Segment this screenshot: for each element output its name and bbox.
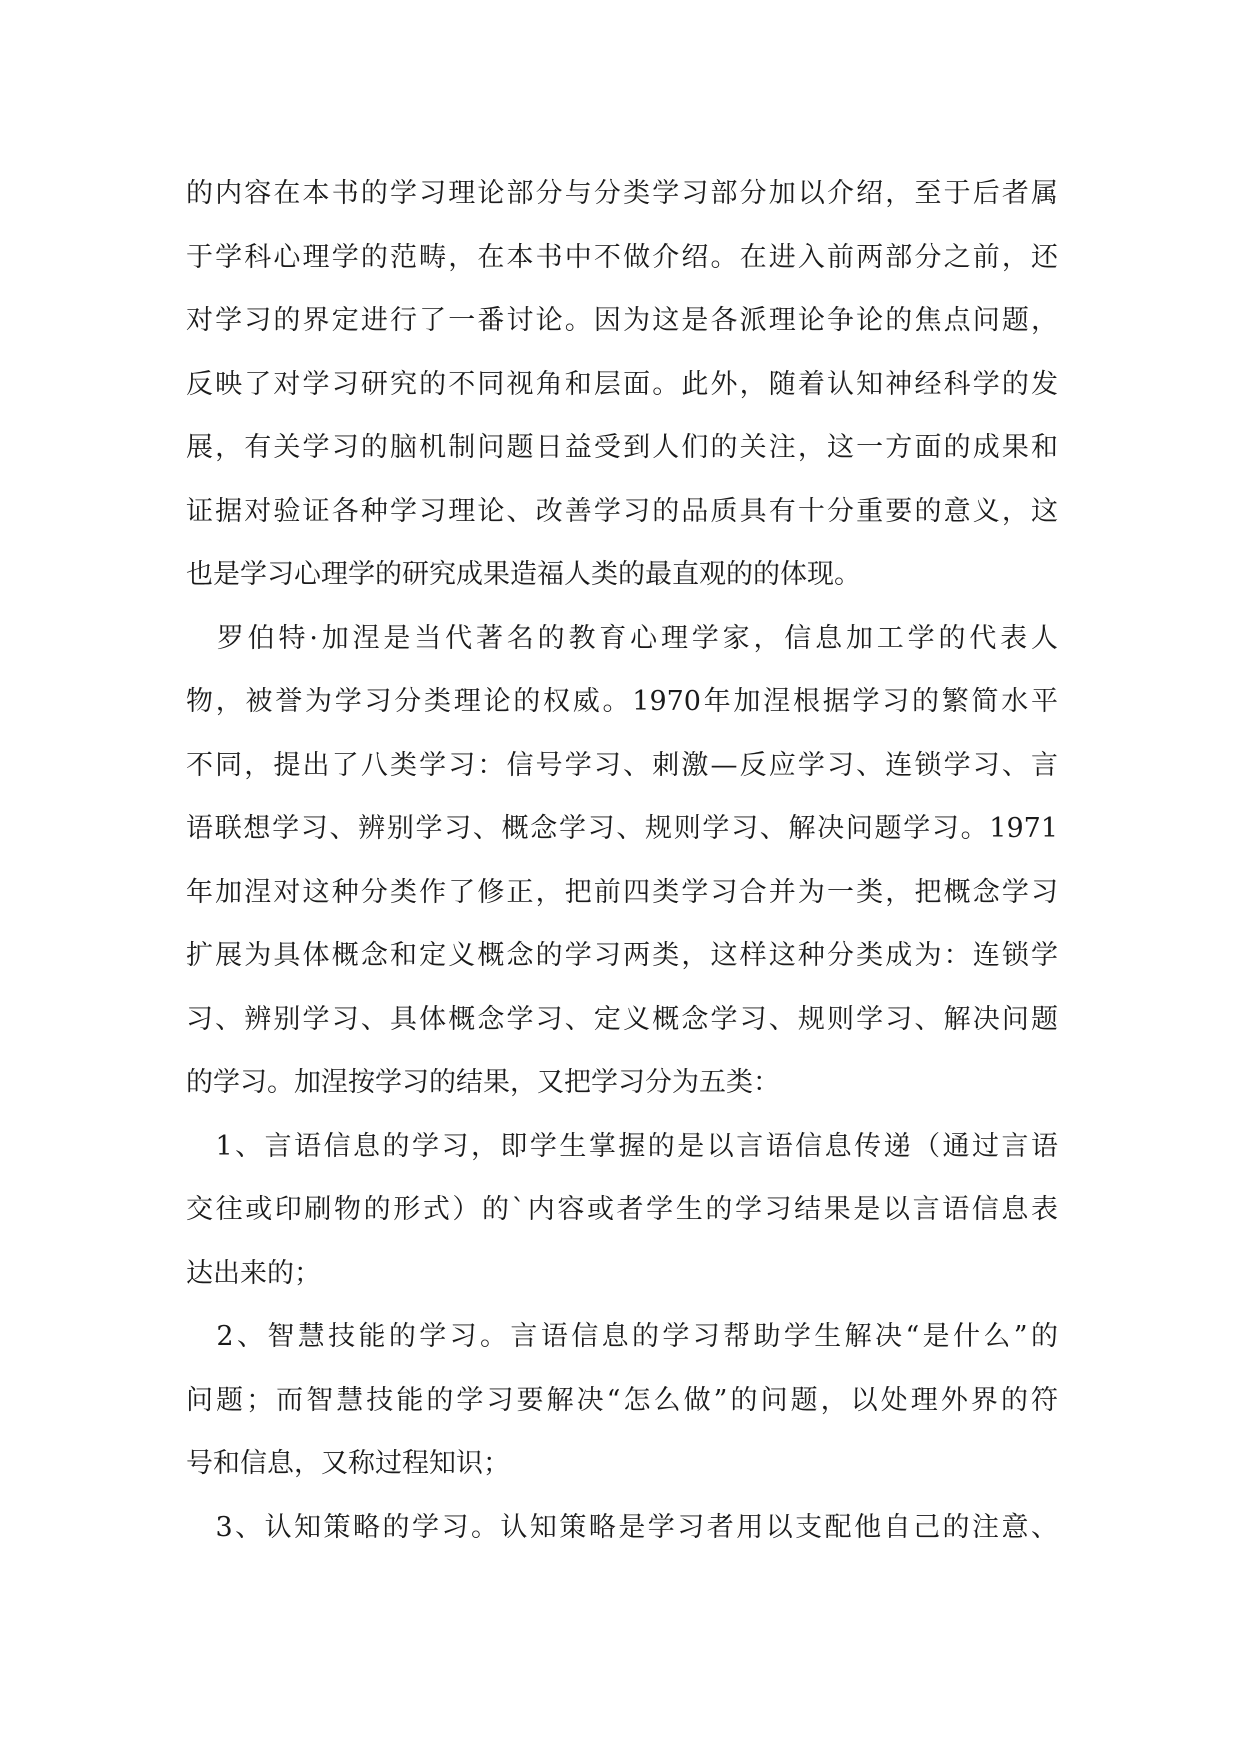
text-line: 号和信息，又称过程知识； <box>186 1448 510 1479</box>
text-line: 问题；而智慧技能的学习要解决“怎么做”的问题，以处理外界的符 <box>186 1384 1058 1416</box>
text-line: 扩展为具体概念和定义概念的学习两类，这样这种分类成为：连锁学 <box>186 940 1058 971</box>
text-line: 展，有关学习的脑机制问题日益受到人们的关注，这一方面的成果和 <box>186 432 1058 463</box>
text-line: 物，被誉为学习分类理论的权威。1970年加涅根据学习的繁简水平 <box>186 686 1058 717</box>
text-line: 3、认知策略的学习。认知策略是学习者用以支配他自己的注意、 <box>186 1511 1058 1543</box>
text-line: 年加涅对这种分类作了修正，把前四类学习合并为一类，把概念学习 <box>186 876 1058 908</box>
text-line: 交往或印刷物的形式）的`内容或者学生的学习结果是以言语信息表 <box>186 1194 1058 1225</box>
text-line: 罗伯特·加涅是当代著名的教育心理学家，信息加工学的代表人 <box>186 622 1058 654</box>
text-line: 对学习的界定进行了一番讨论。因为这是各派理论争论的焦点问题， <box>186 305 1058 336</box>
text-line: 语联想学习、辨别学习、概念学习、规则学习、解决问题学习。1971 <box>186 813 1058 844</box>
text-line: 2、智慧技能的学习。言语信息的学习帮助学生解决“是什么”的 <box>186 1321 1058 1352</box>
text-line: 1、言语信息的学习，即学生掌握的是以言语信息传递（通过言语 <box>186 1130 1058 1162</box>
text-line: 反映了对学习研究的不同视角和层面。此外，随着认知神经科学的发 <box>186 368 1058 400</box>
text-line: 习、辨别学习、具体概念学习、定义概念学习、规则学习、解决问题 <box>186 1003 1058 1035</box>
text-line: 也是学习心理学的研究成果造福人类的最直观的的体现。 <box>186 559 861 590</box>
text-line: 达出来的； <box>186 1257 321 1289</box>
text-line: 不同，提出了八类学习：信号学习、刺激—反应学习、连锁学习、言 <box>186 749 1058 781</box>
body-text <box>186 162 1058 1559</box>
text-line: 的学习。加涅按学习的结果，又把学习分为五类： <box>186 1067 780 1098</box>
text-line: 证据对验证各种学习理论、改善学习的品质具有十分重要的意义，这 <box>186 495 1058 527</box>
text-line: 于学科心理学的范畴，在本书中不做介绍。在进入前两部分之前，还 <box>186 241 1058 273</box>
text-line: 的内容在本书的学习理论部分与分类学习部分加以介绍，至于后者属 <box>186 178 1058 209</box>
